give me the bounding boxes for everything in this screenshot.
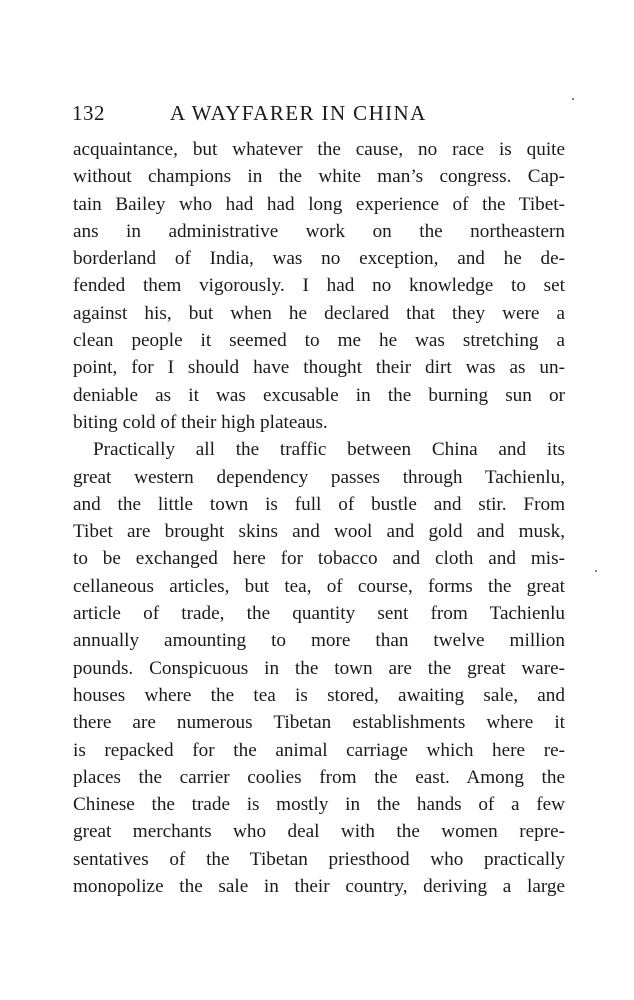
text-line: without champions in the white man’s congress. Cap- (73, 166, 565, 188)
running-head (72, 98, 572, 128)
print-speck (595, 570, 597, 572)
text-line: houses where the tea is stored, awaiting sale, and (73, 684, 565, 706)
text-line: to be exchanged here for tobacco and cloth and mis- (73, 548, 565, 570)
text-line: is repacked for the animal carriage which here re- (73, 739, 565, 761)
paragraph (73, 436, 565, 900)
text-line: Practically all the traffic between China and its (93, 439, 565, 461)
text-line: borderland of India, was no exception, and he de- (73, 248, 565, 270)
text-line: monopolize the sale in their country, deriving a large (73, 876, 565, 898)
text-line: clean people it seemed to me he was stretching a (73, 330, 565, 352)
text-line: annually amounting to more than twelve million (73, 630, 565, 652)
text-line: biting cold of their high plateaus. (73, 411, 328, 433)
text-line: point, for I should have thought their dirt was as un- (73, 357, 565, 379)
text-line: there are numerous Tibetan establishments where it (73, 712, 565, 734)
text-line: pounds. Conspicuous in the town are the great ware- (73, 657, 565, 679)
text-line: cellaneous articles, but tea, of course, forms the great (73, 575, 565, 597)
text-line: Tibet are brought skins and wool and gold and musk, (73, 521, 565, 543)
paragraph (73, 136, 565, 436)
text-line: against his, but when he declared that they were a (73, 302, 565, 324)
text-line: sentatives of the Tibetan priesthood who practically (73, 848, 565, 870)
text-line: great merchants who deal with the women repre- (73, 821, 565, 843)
text-line: fended them vigorously. I had no knowledge to set (73, 275, 565, 297)
text-line: places the carrier coolies from the east. Among the (73, 766, 565, 788)
text-line: and the little town is full of bustle and stir. From (73, 493, 565, 515)
text-line: Chinese the trade is mostly in the hands of a few (73, 794, 565, 816)
text-line: great western dependency passes through Tachienlu, (73, 466, 565, 488)
text-line: article of trade, the quantity sent from Tachienlu (73, 603, 565, 625)
print-speck (572, 98, 574, 100)
body-text (73, 136, 565, 900)
text-line: ans in administrative work on the northeastern (73, 220, 565, 242)
text-line: acquaintance, but whatever the cause, no race is quite (73, 139, 565, 160)
page-number: 132 (72, 101, 105, 125)
text-line: tain Bailey who had had long experience of the Tibet- (73, 193, 565, 215)
text-line: deniable as it was excusable in the burning sun or (73, 384, 565, 406)
running-title: A WAYFARER IN CHINA (170, 101, 427, 125)
